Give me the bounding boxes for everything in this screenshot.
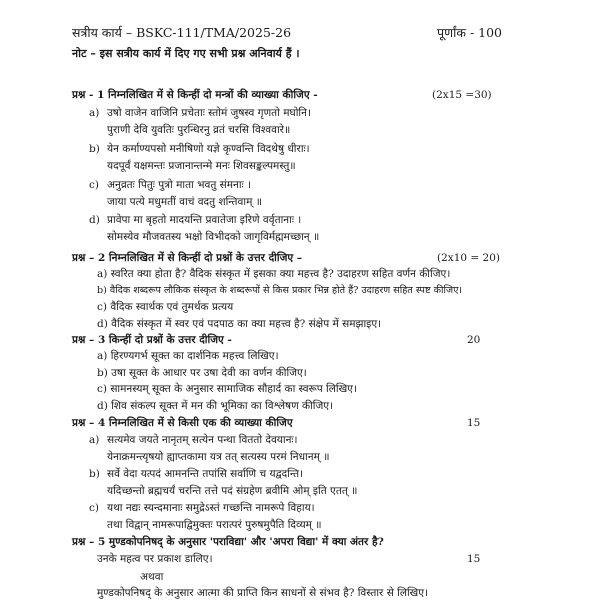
q5-heading: प्रश्न – 5 मुण्डकोपनिषद् के अनुसार 'पराविद्या' और 'अपरा विद्या' में क्या अंतर है? (72, 536, 384, 548)
q1-a-label: a) (89, 107, 100, 119)
q1-d-label: d) (89, 214, 100, 226)
q2-marks: (2x10 = 20) (437, 252, 500, 264)
q4-heading: प्रश्न – 4 निम्नलिखित में से किसी एक की व्याख्या कीजिए (72, 417, 293, 429)
q1-heading: प्रश्न - 1 निम्नलिखित में से किन्हीं दो मन्त्रों की व्याख्या कीजिए - (72, 89, 318, 101)
q4-b-line1: सर्वे वेदा यत्पदं आमनन्ति तपांसि सर्वाणि च यद्वदन्ति। (107, 468, 304, 480)
assignment-title: सत्रीय कार्य – BSKC-111/TMA/2025-26 (72, 25, 292, 40)
q4-a-label: a) (89, 434, 100, 446)
q1-c-line2: जाया पत्ये मधुमतीं वाचं वदतु शन्तिवाम् ॥ (107, 196, 262, 208)
q1-c-line1: अनुव्रतः पितुः पुत्रो माता भवतु संमनाः । (107, 179, 252, 191)
q1-d-line1: प्रावेपा मा बृहतो मादयन्ति प्रवातेजा इरिणे वर्वृतानाः । (107, 214, 302, 226)
q1-a-line2: पुराणी देवि युवतिः पुरन्धिरनु व्रतं चरसि विश्ववारे॥ (107, 124, 291, 136)
q5-alternative: मुण्डकोपनिषद् के अनुसार आत्मा की प्राप्ति किन साधनों से संभव है? विस्तार से लिखिए। (97, 587, 429, 599)
q1-d-line2: सोमस्येव मौजवतस्य भक्षो विभीदको जागृविर्मह्ममच्छान् ॥ (107, 231, 320, 243)
q2-item-d: d) वैदिक संस्कृत में स्वर एवं पदपाठ का क्या महत्त्व है? संक्षेप में समझाइए। (97, 318, 382, 330)
q4-b-label: b) (89, 468, 100, 480)
q1-a-line1: उषो वाजेन वाजिनि प्रचेताः स्तोमं जुषस्व गृणतो मघोनि। (107, 107, 311, 119)
q3-item-c: c) सामनस्यम् सूक्त के अनुसार सामाजिक सौहार्द का स्वरूप लिखिए। (97, 383, 357, 395)
q2-item-a: a) स्वरित क्या होता है? वैदिक संस्कृत में इसका क्या महत्त्व है? उदाहरण सहित वर्णन कीजिए। (97, 268, 451, 280)
q5-or: अथवा (140, 571, 164, 583)
q3-item-d: d) शिव संकल्प सूक्त में मन की भूमिका का विश्लेषण कीजिए। (97, 400, 334, 412)
instruction-note: नोट – इस सत्रीय कार्य में दिए गए सभी प्रश्न अनिवार्य हैं । (72, 47, 300, 60)
q5-line2: उनके महत्व पर प्रकाश डालिए। (97, 553, 213, 565)
q1-b-line1: येन कर्माण्यपसो मनीषिणो यज्ञे कृण्वन्ति विदथेषु धीराः। (107, 143, 310, 155)
q4-c-label: c) (89, 502, 99, 514)
q4-marks: 15 (467, 417, 481, 429)
q5-marks: 15 (467, 553, 481, 565)
total-marks: पूर्णांक - 100 (437, 25, 503, 40)
q2-heading: प्रश्न – 2 निम्नलिखित में से किन्हीं दो प्रश्नों के उत्तर दीजिए – (72, 252, 303, 264)
q4-a-line2: येनाक्रमन्त्यृषयो ह्याप्तकामा यत्र तत् सत्यस्य परमं निधानम् ॥ (107, 451, 330, 463)
q4-b-line2: यदिच्छन्तो ब्रह्मचर्यं चरन्ति तत्ते पदं संग्रहेण ब्रवीमि ओम् इति एतत् ॥ (107, 485, 358, 497)
q4-c-line1: यथा नद्यः स्यन्दमानाः समुद्रेऽस्तं गच्छन्ति नामरूपे विहाय। (107, 502, 315, 514)
q2-item-b: b) वैदिक शब्दरूप लौकिक संस्कृत के शब्दरूपों से किस प्रकार भिन्न होते हैं? उदाहरण सहित स्पष्ट कीजिए। (97, 285, 463, 296)
q3-heading: प्रश्न – 3 किन्हीं दो प्रश्नों के उत्तर दीजिए - (72, 334, 232, 346)
q1-b-line2: यदपूर्वं यक्षमन्तः प्रजानान्तन्मे मनः शिवसङ्कल्पमस्तु॥ (107, 160, 296, 172)
q3-marks: 20 (467, 334, 481, 346)
q1-b-label: b) (89, 143, 100, 155)
q4-c-line2: तथा विद्वान् नामरूपाद्विमुक्तः परात्परं पुरुषमुपैति दिव्यम् ॥ (107, 519, 322, 531)
q4-a-line1: सत्यमेव जयते नानृतम् सत्येन पन्था विततो देवयानः। (107, 434, 298, 446)
q2-item-c: c) वैदिक स्वार्थक एवं तुमर्थक प्रत्यय (97, 301, 234, 313)
q3-item-a: a) हिरण्यगर्भ सूक्त का दार्शनिक महत्त्व लिखिए। (97, 350, 279, 362)
q3-item-b: b) उषा सूक्त के आधार पर उषा देवी का वर्णन कीजिए। (97, 367, 307, 379)
q1-marks: (2x15 =30) (432, 89, 492, 101)
q1-c-label: c) (89, 179, 99, 191)
